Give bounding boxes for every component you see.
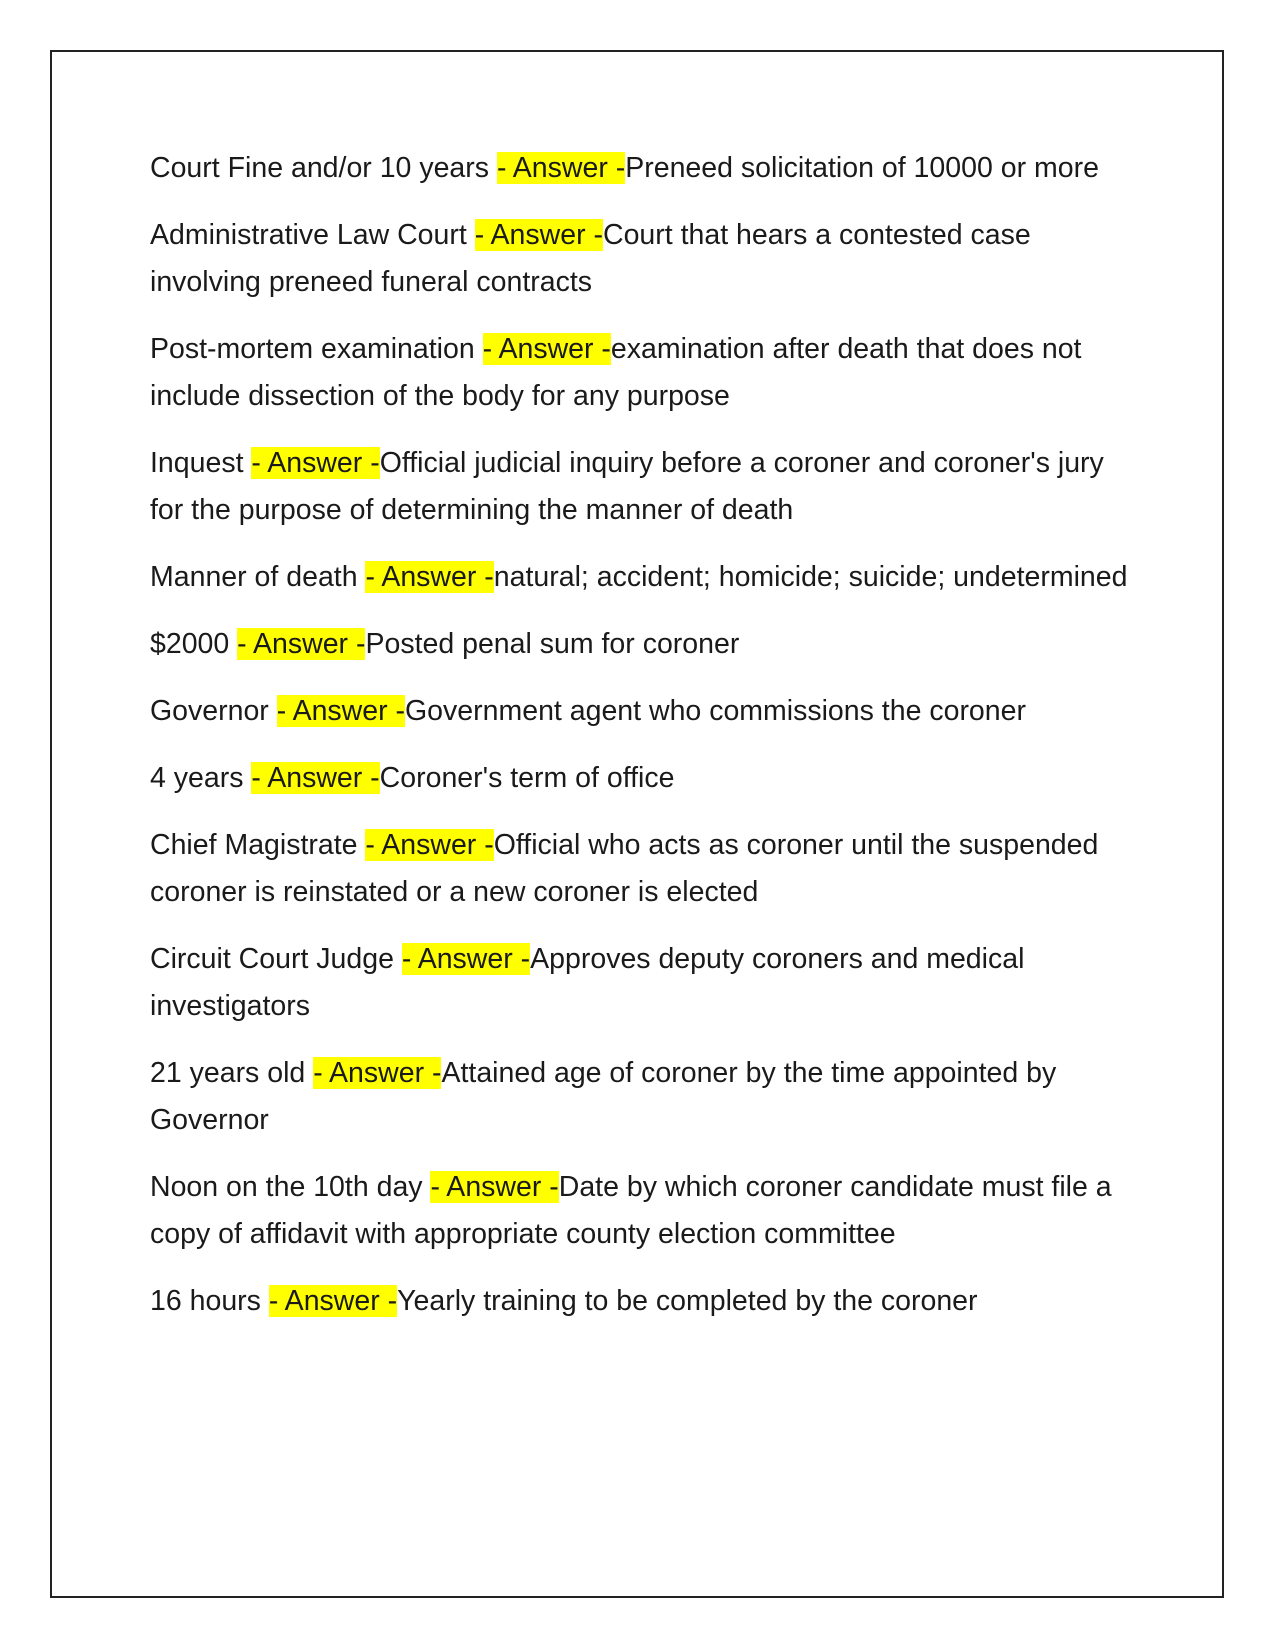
- entry-definition: Posted penal sum for coroner: [365, 628, 740, 660]
- answer-separator: - Answer -: [496, 152, 626, 184]
- entry: [150, 621, 1140, 668]
- entry-term: Chief Magistrate: [150, 829, 366, 861]
- entry: [150, 554, 1140, 601]
- answer-separator: - Answer -: [251, 762, 380, 794]
- entry-term: Court Fine and/or 10 years: [150, 152, 497, 184]
- entry-definition: Attained age of coroner by the time appointed by Governor: [150, 1057, 1057, 1136]
- entry-definition: examination after death that does not include dissection of the body for any purpose: [150, 333, 1082, 412]
- answer-separator: - Answer -: [251, 447, 380, 479]
- entry: [150, 145, 1140, 192]
- entry-term: 16 hours: [150, 1285, 269, 1317]
- entry-definition: Court that hears a contested case involving preneed funeral contracts: [150, 219, 1031, 298]
- entry-definition: Approves deputy coroners and medical investigators: [150, 943, 1025, 1022]
- answer-separator: - Answer -: [365, 561, 494, 593]
- entry: [150, 822, 1140, 916]
- entry: [150, 1164, 1140, 1258]
- entry-term: $2000: [150, 628, 238, 660]
- entry: [150, 326, 1140, 420]
- answer-separator: - Answer -: [268, 1285, 398, 1317]
- entry-definition: Official who acts as coroner until the suspended coroner is reinstated or a new coroner is elected: [150, 829, 1099, 908]
- document-body: [150, 145, 1140, 1345]
- entry-term: Governor: [150, 695, 277, 727]
- entry-term: 4 years: [150, 762, 252, 794]
- entry-definition: Official judicial inquiry before a coroner and coroner's jury for the purpose of determining the manner of death: [150, 447, 1104, 526]
- entry-definition: Yearly training to be completed by the coroner: [397, 1285, 978, 1317]
- answer-separator: - Answer -: [365, 829, 494, 861]
- entry-definition: natural; accident; homicide; suicide; undetermined: [493, 561, 1128, 593]
- entry-term: Administrative Law Court: [150, 219, 475, 251]
- entry: [150, 1050, 1140, 1144]
- answer-separator: - Answer -: [430, 1171, 559, 1203]
- entry-definition: Preneed solicitation of 10000 or more: [625, 152, 1099, 184]
- entry: [150, 755, 1140, 802]
- entry-term: Manner of death: [150, 561, 366, 593]
- answer-separator: - Answer -: [313, 1057, 442, 1089]
- entry-definition: Government agent who commissions the coroner: [405, 695, 1026, 727]
- answer-separator: - Answer -: [482, 333, 611, 365]
- answer-separator: - Answer -: [474, 219, 603, 251]
- entry-term: Noon on the 10th day: [150, 1171, 431, 1203]
- entry: [150, 440, 1140, 534]
- entry-term: Inquest: [150, 447, 252, 479]
- answer-separator: - Answer -: [237, 628, 366, 660]
- entry-term: Post-mortem examination: [150, 333, 483, 365]
- entry-definition: Coroner's term of office: [379, 762, 675, 794]
- entry: [150, 936, 1140, 1030]
- entry-term: 21 years old: [150, 1057, 314, 1089]
- entry-definition: Date by which coroner candidate must file a copy of affidavit with appropriate county election committee: [150, 1171, 1112, 1250]
- entry: [150, 212, 1140, 306]
- answer-separator: - Answer -: [401, 943, 531, 975]
- entry-term: Circuit Court Judge: [150, 943, 402, 975]
- entry: [150, 688, 1140, 735]
- answer-separator: - Answer -: [276, 695, 406, 727]
- entry: [150, 1278, 1140, 1325]
